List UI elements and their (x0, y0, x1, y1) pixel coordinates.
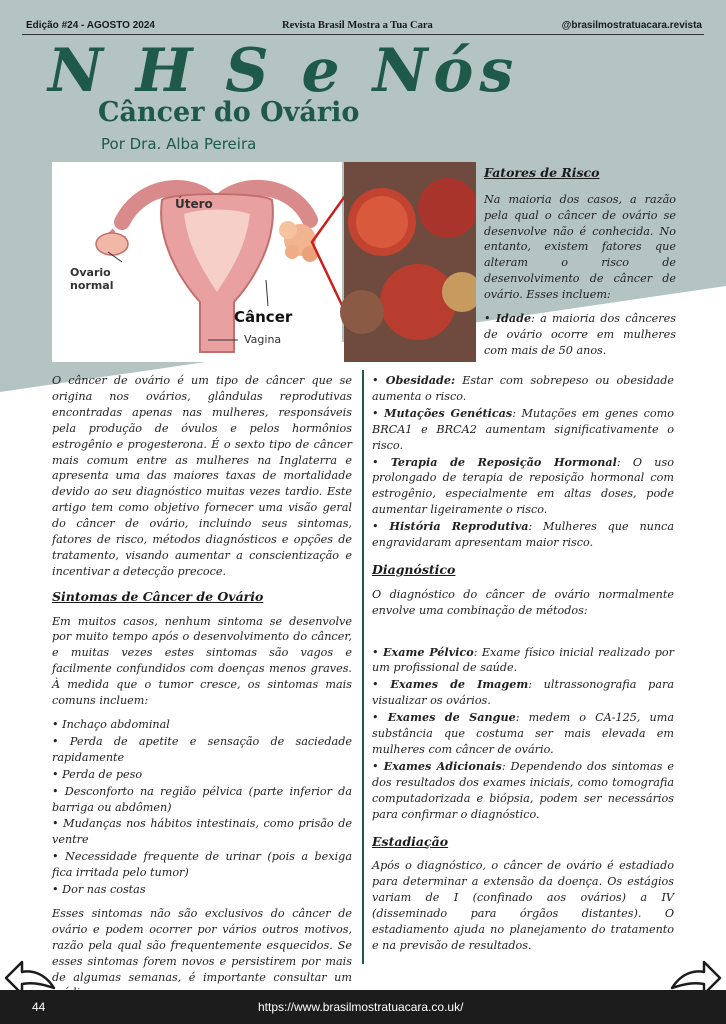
risk-item-obesity: • Obesidade: Estar com sobrepeso ou obesidade aumenta o risco. (372, 373, 674, 405)
risk-factors-intro: Na maioria dos casos, a razão pela qual o câncer de ovário se desenvolve não é conhecida. No entanto, existem fatores que alteram o risco de desenvolvimento de câncer de ovário. Esses incluem: (484, 192, 676, 302)
label-vagina: Vagina (244, 333, 282, 346)
risk-factors-list (372, 373, 674, 551)
list-item: • Dor nas costas (52, 882, 352, 898)
diagnosis-item-blood: • Exames de Sangue: medem o CA-125, uma substância que costuma ser mais elevada em mulheres com câncer de ovário. (372, 710, 674, 758)
intro-paragraph: O câncer de ovário é um tipo de câncer que se origina nos ovários, glândulas reprodutivas encontradas apenas nas mulheres, responsáveis pela produção de óvulos e pelos hormônios estrogênio e progesterona. É o sexto tipo de câncer mais comum entre as mulheres na Inglaterra e apresenta uma das maiores taxas de mortalidade devido ao seu diagnóstico muitas vezes tardio. Este artigo tem como objetivo fornecer uma visão geral do câncer de ovário, incluindo seus sintomas, fatores de risco, métodos diagnósticos e opções de tratamento, visando aumentar a conscientização e incentivar a detecção precoce. (52, 374, 352, 578)
risk-factors-intro-column (484, 164, 676, 360)
list-item: • Perda de apetite e sensação de saciedade rapidamente (52, 734, 352, 766)
magazine-name: Revista Brasil Mostra a Tua Cara (282, 20, 433, 31)
risk-item-age: • Idade: a maioria dos cânceres de ovário ocorre em mulheres com mais de 50 anos. (484, 311, 676, 359)
diagnosis-item-additional: • Exames Adicionais: Dependendo dos sintomas e dos resultados dos exames iniciais, como tomografia computadorizada e biópsia, podem ser necessários para confirmar o diagnóstico. (372, 759, 674, 823)
list-item: • Inchaço abdominal (52, 717, 352, 733)
staging-text: Após o diagnóstico, o câncer de ovário é estadiado para determinar a extensão da doença. Os estágios variam de I (confinado aos ovários) a IV (disseminado para órgãos distantes). O estadiamento ajuda no planejamento do tratamento e na previsão de resultados. (372, 859, 674, 952)
top-rule (22, 34, 704, 35)
right-column (372, 373, 674, 962)
article-author: Por Dra. Alba Pereira (101, 135, 257, 153)
risk-item-reproductive: • História Reprodutiva: Mulheres que nunca engravidaram apresentam maior risco. (372, 519, 674, 551)
risk-item-hormone: • Terapia de Reposição Hormonal: O uso prolongado de terapia de reposição hormonal com estrogênio, especialmente em altas doses, pode aumentar ligeiramente o risco. (372, 455, 674, 519)
label-cancer: Câncer (234, 308, 293, 326)
symptoms-heading: Sintomas de Câncer de Ovário (52, 588, 264, 604)
label-ovary-line2: normal (70, 279, 114, 292)
left-column (52, 373, 352, 1009)
footer-url-link[interactable]: https://www.brasilmostratuacara.co.uk/ (258, 1000, 464, 1014)
symptoms-outro: Esses sintomas não são exclusivos do câncer de ovário e podem ocorrer por vários outros motivos, razão pela qual são frequentemente esquecidos. Se esses sintomas forem novos e persistirem por mais de algumas semanas, é importante consultar um (52, 906, 352, 984)
label-uterus: Útero (175, 197, 213, 211)
risk-factors-list-start (484, 311, 676, 359)
page-number: 44 (32, 1000, 46, 1014)
staging-heading: Estadiação (372, 833, 449, 849)
label-ovary-line1: Ovario (70, 266, 111, 279)
social-handle[interactable]: @brasilmostratuacara.revista (561, 20, 702, 31)
risk-factors-heading: Fatores de Risco (484, 165, 600, 180)
symptoms-list (52, 717, 352, 898)
symptoms-intro: Em muitos casos, nenhum sintoma se desenvolve por muito tempo após o desenvolvimento do câncer, e muitas vezes estes sintomas são vagos e facilmente confundidos com doenças menos graves. À medida que o tumor cresce, os sintomas mais comuns incluem: (52, 614, 352, 708)
diagnosis-intro: O diagnóstico do câncer de ovário normalmente envolve uma combinação de métodos: (372, 587, 674, 617)
uterus-illustration (52, 162, 476, 362)
article-title: Câncer do Ovário (98, 97, 360, 128)
list-item: • Mudanças nos hábitos intestinais, como prisão de ventre (52, 816, 352, 848)
risk-item-genetic: • Mutações Genéticas: Mutações em genes como BRCA1 e BRCA2 aumentam significativamente o risco. (372, 406, 674, 454)
list-item: • Desconforto na região pélvica (parte inferior da barriga ou abdômen) (52, 784, 352, 816)
diagnosis-item-imaging: • Exames de Imagem: ultrassonografia para visualizar os ovários. (372, 677, 674, 709)
footer-bar (0, 990, 726, 1024)
list-item: • Perda de peso (52, 767, 352, 783)
diagnosis-heading: Diagnóstico (372, 561, 456, 577)
list-item: • Necessidade frequente de urinar (pois a bexiga fica irritada pelo tumor) (52, 849, 352, 881)
masthead-title: N H S e Nós (48, 36, 520, 106)
diagnosis-item-pelvic: • Exame Pélvico: Exame físico inicial realizado por um profissional de saúde. (372, 645, 674, 677)
edition-label: Edição #24 - AGOSTO 2024 (26, 20, 155, 31)
diagnosis-list (372, 645, 674, 823)
column-divider (362, 370, 364, 964)
